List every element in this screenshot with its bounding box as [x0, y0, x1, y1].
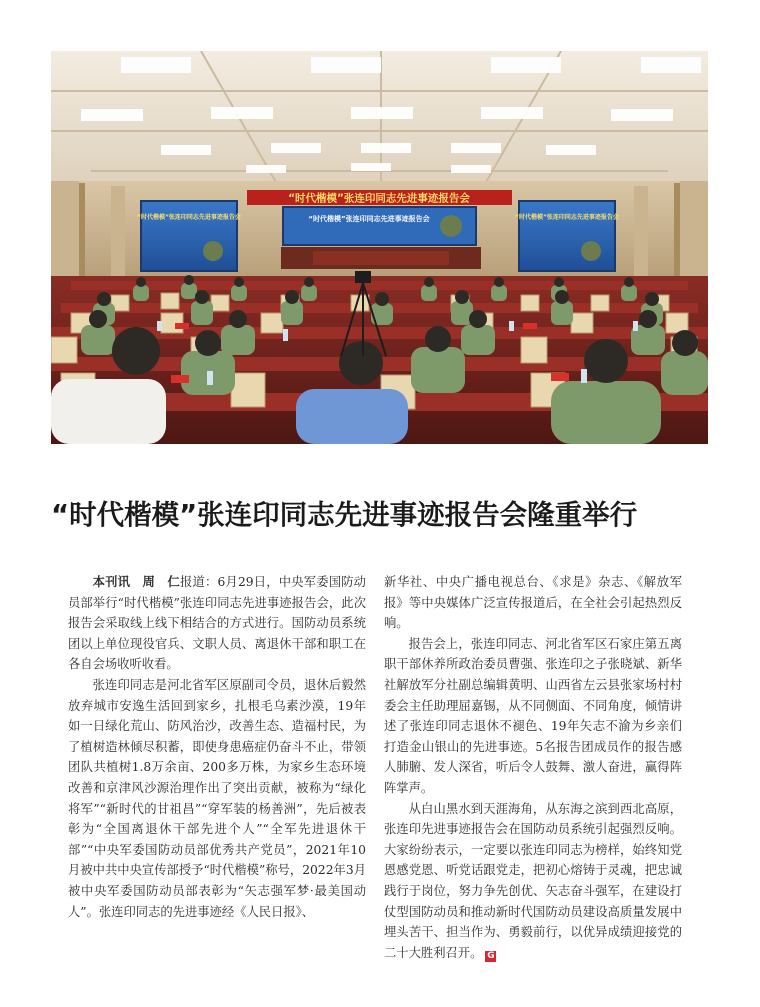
end-mark-icon: G	[487, 950, 495, 961]
screen-right	[519, 201, 615, 271]
paragraph-text: 报道：6月29日，中央军委国防动员部举行“时代楷模”张连印同志先进事迹报告会，此次报告会采取线上线下相结合的方式进行。国防动员系统团以上单位现役官兵、文职人员、离退休干部和职工在各自会场收听收看。	[68, 575, 366, 672]
article-column-left	[68, 572, 366, 922]
paragraph-text: 从白山黑水到天涯海角，从东海之滨到西北高原，张连印先进事迹报告会在国防动员系统引起强烈反响。大家纷纷表示，一定要以张连印同志为榜样，始终知党恩感党恩、听党话跟党走，把初心熔铸于灵魂，把忠诚践行于岗位，努力争先创优、矢志奋斗强军，在建设打仗型国防动员和推动新时代国防动员建设高质量发展中埋头苦干、担当作为、勇毅前行，以优异成绩迎接党的二十大胜利召开。	[384, 801, 682, 960]
banner-text: “时代楷模”张连印同志先进事迹报告会	[288, 192, 470, 205]
article-paragraph: 张连印同志是河北省军区原副司令员，退休后毅然放弃城市安逸生活回到家乡，扎根毛乌素沙漠，19年如一日绿化荒山、防风治沙，改善生态、造福村民，为了植树造林倾尽积蓄，即使身患癌症仍奋斗不止，带领团队共植树1.8万余亩、200多万株，为家乡生态环境改善和京津风沙源治理作出了突出贡献，被称为“绿化将军”“新时代的甘祖昌”“穿军装的杨善洲”，先后被表彰为“全国离退休干部先进个人”“全军先进退休干部”“中央军委国防动员部优秀共产党员”，2021年10月被中共中央宣传部授予“时代楷模”称号，2022年3月被中央军委国防动员部表彰为“矢志强军梦·最美国动人”。张连印同志的先进事迹经《人民日报》、	[68, 677, 366, 919]
screen-right-text: “时代楷模”张连印同志先进事迹报告会	[515, 214, 619, 221]
screen-left-text: “时代楷模”张连印同志先进事迹报告会	[137, 214, 241, 221]
screen-left	[141, 201, 237, 271]
screen-center-text: “时代楷模”张连印同志先进事迹报告会	[308, 215, 430, 223]
article-paragraph-continuation: 新华社、中央广播电视总台、《求是》杂志、《解放军报》等中央媒体广泛宣传报道后，在全社会引起热烈反响。	[384, 575, 682, 631]
conference-hall-illustration	[51, 51, 708, 444]
article-paragraph: 报告会上，张连印同志、河北省军区石家庄第五离职干部休养所政治委员曹强、张连印之子张晓斌、新华社解放军分社副总编辑黄明、山西省左云县张家场村村委会主任助理屈嘉锡，从不同侧面、不同角度，倾情讲述了张连印同志退休不褪色、19年矢志不渝为乡亲们打造金山银山的先进事迹。5名报告团成员作的报告感人肺腑、发人深省，听后令人鼓舞、激人奋进，赢得阵阵掌声。	[384, 636, 682, 795]
article-headline: “时代楷模”张连印同志先进事迹报告会隆重举行	[51, 499, 638, 531]
article-paragraph	[68, 572, 366, 675]
article-column-right	[384, 572, 682, 963]
byline: 本刊讯 周 仁	[92, 574, 180, 589]
article-paragraph	[384, 799, 682, 964]
hero-photo	[51, 51, 708, 444]
